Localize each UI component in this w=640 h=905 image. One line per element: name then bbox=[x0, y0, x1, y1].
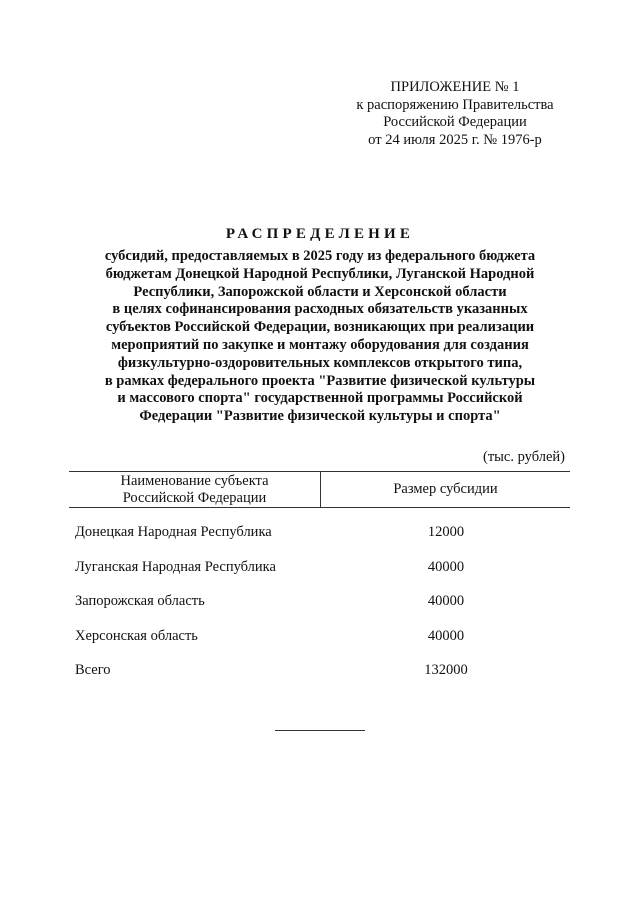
row-subsidy-value: 40000 bbox=[427, 558, 465, 575]
subtitle-line: бюджетам Донецкой Народной Республики, Луганской Народной bbox=[105, 265, 535, 282]
row-subject-name: Донецкая Народная Республика bbox=[75, 524, 272, 540]
appendix-reference: к распоряжению Правительства bbox=[356, 96, 554, 113]
table-row-total bbox=[75, 662, 570, 697]
table-row bbox=[75, 559, 570, 594]
row-subject-name: Луганская Народная Республика bbox=[75, 558, 276, 575]
subtitle-line: физкультурно-оздоровительных комплексов открытого типа, bbox=[117, 354, 523, 371]
subtitle-line: Федерации "Развитие физической культуры и спорта" bbox=[139, 408, 501, 425]
table-header bbox=[69, 471, 570, 508]
header-subject-name-line: Наименование субъекта bbox=[120, 472, 269, 489]
appendix-authority: Российской Федерации bbox=[383, 114, 527, 130]
subtitle-line: в рамках федерального проекта "Развитие физической культуры bbox=[104, 372, 536, 389]
subtitle-line: субсидий, предоставляемых в 2025 году из федерального бюджета bbox=[104, 248, 536, 264]
closing-divider bbox=[275, 730, 365, 731]
row-subsidy-value: 40000 bbox=[427, 593, 465, 609]
row-total-value: 132000 bbox=[424, 662, 468, 678]
row-total-label: Всего bbox=[75, 662, 111, 678]
row-subsidy-value: 12000 bbox=[427, 524, 465, 540]
row-subject-name: Херсонская область bbox=[75, 627, 198, 644]
document-title: РАСПРЕДЕЛЕНИЕ bbox=[225, 226, 415, 242]
subtitle-line: субъектов Российской Федерации, возникающих при реализации bbox=[105, 319, 535, 336]
table-row bbox=[75, 524, 570, 559]
header-subject-name-line: Российской Федерации bbox=[122, 489, 267, 506]
table-row bbox=[75, 593, 570, 628]
header-subsidy-size: Размер субсидии bbox=[393, 481, 498, 497]
row-subsidy-value: 40000 bbox=[427, 627, 465, 644]
document-subtitle bbox=[60, 248, 580, 426]
subtitle-line: в целях софинансирования расходных обязательств указанных bbox=[112, 301, 528, 318]
table-row bbox=[75, 628, 570, 663]
subtitle-line: и массового спорта" государственной программы Российской bbox=[117, 390, 523, 407]
appendix-date: от 24 июля 2025 г. № 1976-р bbox=[368, 131, 542, 148]
header-subject-name bbox=[69, 472, 321, 507]
row-subject-name: Запорожская область bbox=[75, 593, 205, 609]
subtitle-line: Республики, Запорожской области и Херсонской области bbox=[133, 283, 507, 300]
table-body bbox=[75, 524, 570, 697]
units-label: (тыс. рублей) bbox=[483, 449, 565, 465]
appendix-number: ПРИЛОЖЕНИЕ № 1 bbox=[390, 79, 520, 95]
appendix-block bbox=[340, 79, 570, 149]
subtitle-line: мероприятий по закупке и монтажу оборудования для создания bbox=[111, 336, 529, 353]
